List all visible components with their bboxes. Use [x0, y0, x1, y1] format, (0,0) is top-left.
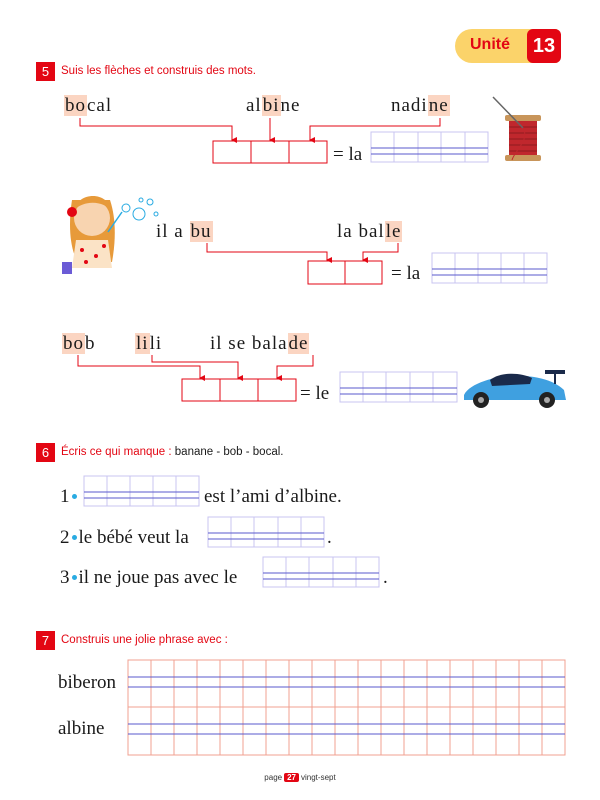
word-rest: cal	[87, 95, 113, 116]
instruction-text: Écris ce qui manque :	[61, 446, 175, 458]
exercise-6-number: 6	[36, 443, 55, 462]
exercise-7-instruction: Construis une jolie phrase avec :	[61, 634, 228, 646]
spool-of-thread-icon	[493, 97, 541, 161]
race-car-icon	[464, 370, 566, 408]
unit-number: 13	[527, 29, 561, 63]
sentence-number: 2	[60, 527, 70, 548]
sentence-3	[60, 567, 237, 589]
sentence-writing-grid[interactable]	[128, 660, 565, 755]
equals-la-1: = la	[333, 144, 363, 165]
sentence-3-after: .	[383, 567, 388, 588]
syllable-highlight: de	[288, 333, 309, 354]
answer-grid-1[interactable]	[84, 476, 199, 506]
word-biberon: biberon	[58, 672, 117, 693]
bullet-dot	[72, 575, 77, 580]
exercise-5-instruction: Suis les flèches et construis des mots.	[61, 65, 256, 77]
page-number-words: vingt-sept	[301, 773, 336, 782]
syllable-highlight: bo	[65, 95, 86, 116]
word-part: al	[246, 95, 262, 116]
sentence-2-after: .	[327, 527, 332, 548]
syllable-highlight: le	[385, 221, 402, 242]
bullet-dot	[72, 535, 77, 540]
answer-grid-3[interactable]	[263, 557, 379, 587]
writing-grid-3[interactable]	[340, 372, 457, 402]
word-part: il se bala	[210, 333, 288, 354]
unit-label: Unité	[470, 36, 510, 53]
sentence-text: il ne joue pas avec le	[78, 567, 238, 588]
word-albine: albine	[58, 718, 105, 739]
sentence-number: 3	[60, 567, 70, 588]
equals-le-3: = le	[300, 383, 330, 404]
exercise-6-instruction	[61, 446, 283, 458]
page-footer	[0, 773, 600, 782]
sentence-text: le bébé veut la	[78, 527, 189, 548]
syllable-highlight: bi	[262, 95, 280, 116]
sentence-2	[60, 527, 189, 549]
word-part: il a	[156, 221, 190, 242]
exercise-7-number: 7	[36, 631, 55, 650]
sentence-1-after: est l’ami d’albine.	[204, 486, 342, 507]
syllable-highlight: ne	[428, 95, 449, 116]
syllable-highlight: li	[136, 333, 149, 354]
syllable-highlight: bo	[63, 333, 84, 354]
equals-la-2: = la	[391, 263, 421, 284]
sentence-number: 1	[60, 486, 70, 507]
syllable-highlight: bu	[190, 221, 212, 242]
word-rest: li	[149, 333, 163, 354]
page-number: 27	[284, 773, 299, 782]
writing-grid-1[interactable]	[371, 132, 488, 162]
word-list: banane - bob - bocal.	[174, 446, 284, 458]
sentence-1	[60, 486, 79, 508]
girl-blowing-bubbles-icon	[62, 196, 158, 274]
word-part: la bal	[337, 221, 385, 242]
exercise-5-number: 5	[36, 62, 55, 81]
writing-grid-2[interactable]	[432, 253, 547, 283]
word-rest: b	[85, 333, 96, 354]
word-part: ne	[280, 95, 301, 116]
word-part: nadi	[391, 95, 428, 116]
answer-grid-2[interactable]	[208, 517, 324, 547]
bullet-dot	[72, 494, 77, 499]
page-word: page	[264, 773, 283, 782]
